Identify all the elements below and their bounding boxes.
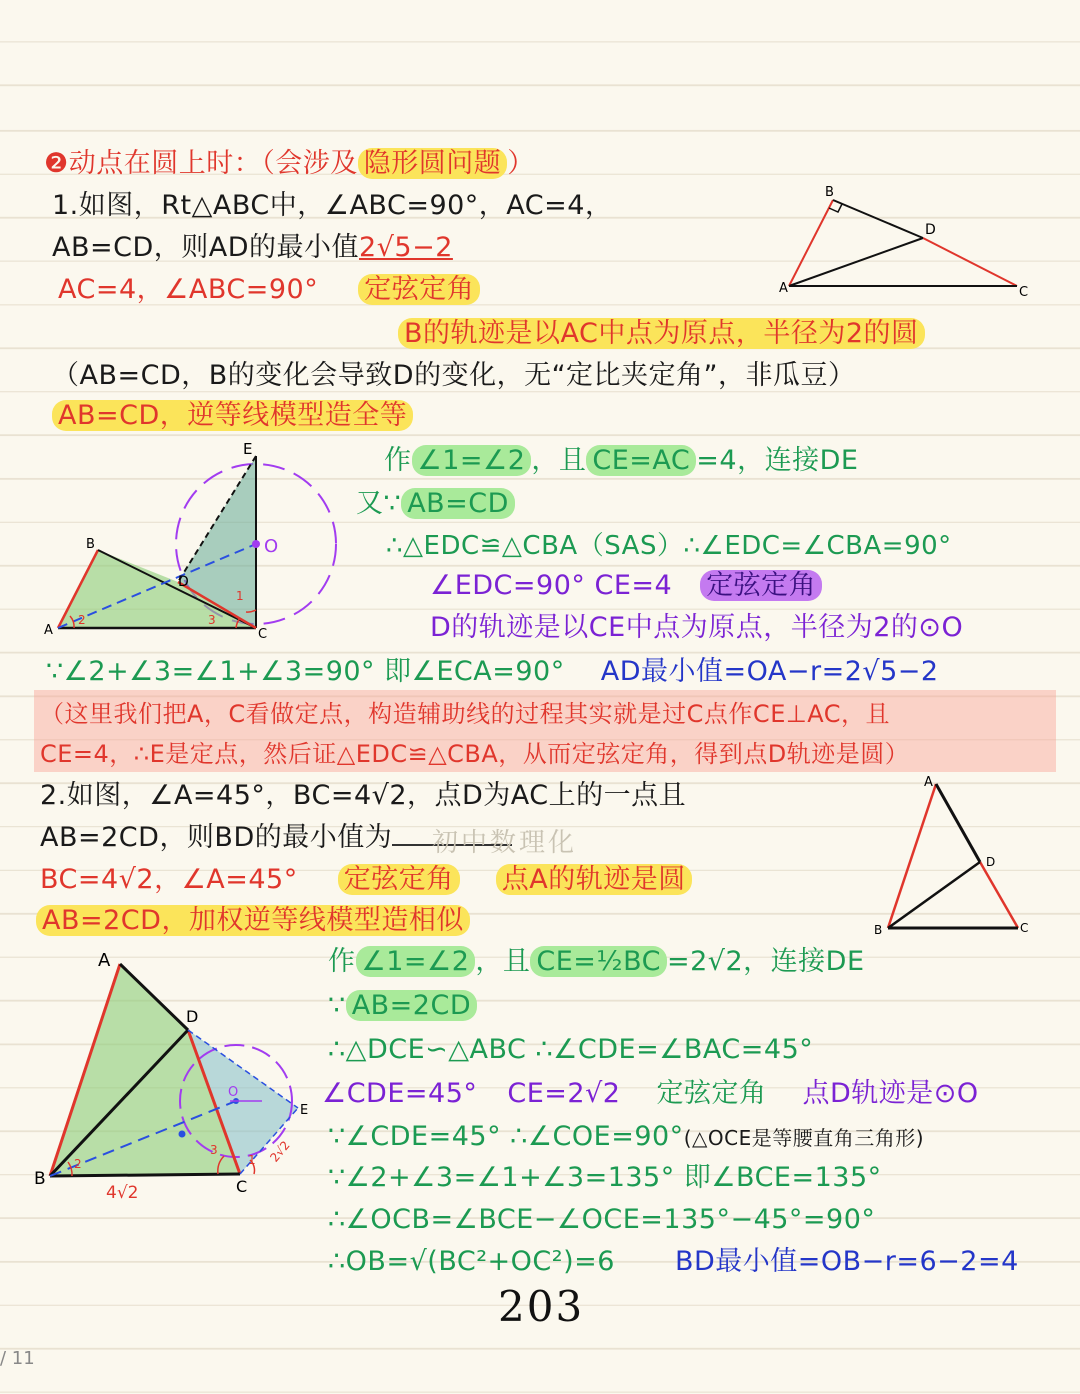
- problem2-step1: [328, 944, 865, 980]
- fig4-label-A: A: [98, 950, 111, 971]
- p2-step4-a: ∠CDE=45°: [322, 1078, 478, 1109]
- fig2-label-1: 1: [236, 589, 244, 603]
- problem2-step4: [322, 1076, 979, 1112]
- problem1-reason3: （AB=CD，B的变化会导致D的变化，无“定比夹定角”，非瓜豆）: [52, 360, 856, 391]
- fig1-label-B: B: [825, 185, 834, 200]
- fig1-label-A: A: [779, 281, 788, 296]
- p1-step1-a: 作: [384, 445, 412, 476]
- p1-step1-e: =4，连接DE: [696, 445, 859, 476]
- problem2-step6: ∵∠2+∠3=∠1+∠3=135° 即∠BCE=135°: [328, 1162, 882, 1193]
- problem1-tag: 定弦定角: [358, 274, 480, 305]
- figure3-triangle: [872, 772, 1037, 937]
- problem1-reason4-text: AB=CD，逆等线模型造全等: [52, 400, 413, 431]
- p2-step2-b: AB=2CD: [346, 990, 477, 1021]
- fig2-label-C: C: [258, 627, 268, 642]
- p2-reason2-text: AB=2CD，加权逆等线模型造相似: [36, 905, 470, 936]
- fig4-label-3: 3: [210, 1143, 218, 1157]
- problem2-question: AB=2CD，则BD的最小值为: [40, 822, 393, 853]
- p2-step4-d: 点D轨迹是⊙O: [802, 1078, 979, 1109]
- problem1-reason2-text: B的轨迹是以AC中点为原点，半径为2的圆: [398, 318, 925, 349]
- problem2-step2: [328, 988, 477, 1024]
- fig1-label-C: C: [1019, 285, 1029, 300]
- problem1-step3: ∴△EDC≌△CBA（SAS）∴∠EDC=∠CBA=90°: [386, 531, 952, 561]
- fig2-label-2: 2: [78, 613, 86, 627]
- p2-step1-d: CE=½BC: [530, 946, 667, 977]
- fig3-label-A: A: [924, 775, 933, 790]
- explanation-line1: （这里我们把A，C看做定点，构造辅助线的过程其实就是过C点作CE⊥AC，且: [40, 700, 891, 728]
- section-title-end: ）: [507, 148, 535, 179]
- fig4-label-D: D: [186, 1007, 199, 1026]
- fig1-label-D: D: [925, 222, 936, 238]
- page-indicator: / 11: [0, 1348, 35, 1369]
- problem1-question: AB=CD，则AD的最小值: [52, 232, 360, 263]
- p2-step8-min: BD最小值=OB−r=6−2=4: [674, 1246, 1019, 1277]
- p2-step1-e: =2√2，连接DE: [667, 946, 865, 977]
- fig2-label-A: A: [44, 623, 53, 638]
- explanation-line2: CE=4，∴E是定点，然后证△EDC≌△CBA，从而定弦定角，得到点D轨迹是圆）: [40, 740, 910, 768]
- problem2-step5: [328, 1119, 924, 1156]
- p2-step2-a: ∵: [328, 990, 346, 1021]
- p2-step4-b: CE=2√2: [507, 1078, 621, 1109]
- p1-step6-text: ∵∠2+∠3=∠1+∠3=90° 即∠ECA=90°: [46, 656, 565, 687]
- fig4-label-B: B: [34, 1169, 46, 1189]
- p2-step5-b: (△OCE是等腰直角三角形): [683, 1126, 925, 1150]
- problem1-step2: [356, 486, 515, 522]
- fig4-label-C: C: [236, 1177, 248, 1196]
- fig4-label-1: 1: [248, 1153, 256, 1167]
- problem1-answer: 2√5−2: [359, 232, 453, 263]
- fig2-label-B: B: [86, 537, 95, 552]
- problem1-line1: 1.如图，Rt△ABC中，∠ABC=90°，AC=4，: [52, 190, 613, 221]
- page-number: 203: [498, 1282, 585, 1331]
- p1-step4-text: ∠EDC=90° CE=4: [430, 570, 673, 601]
- p1-step2-a: 又∵: [356, 488, 402, 519]
- problem2-step3: ∴△DCE∽△ABC ∴∠CDE=∠BAC=45°: [328, 1034, 814, 1065]
- section-title-highlight: 隐形圆问题: [358, 148, 508, 179]
- p2-step4-c: 定弦定角: [656, 1078, 767, 1109]
- p1-step1-b: ∠1=∠2: [412, 445, 532, 476]
- p2-reason1-tag: 定弦定角: [338, 864, 460, 895]
- fig2-label-3: 3: [208, 613, 216, 627]
- fig3-label-D: D: [986, 855, 996, 869]
- problem2-reason2: [36, 903, 470, 939]
- problem2-step8: [328, 1244, 1019, 1280]
- problem2-line1: 2.如图，∠A=45°，BC=4√2，点D为AC上的一点且: [40, 780, 687, 811]
- watermark: 初中数理化: [432, 828, 578, 858]
- problem2-step7: ∴∠OCB=∠BCE−∠OCE=135°−45°=90°: [328, 1204, 876, 1235]
- p2-step1-c: ，且: [475, 946, 531, 977]
- section-title-text: ❷动点在圆上时：（会涉及: [44, 148, 358, 179]
- fig4-label-O: O: [228, 1085, 239, 1100]
- p2-step8-text: ∴OB=√(BC²+OC²)=6: [328, 1246, 615, 1277]
- figure2-construction: [40, 440, 350, 645]
- fig4-label-bc: 4√2: [106, 1183, 139, 1203]
- fig2-label-E: E: [243, 440, 253, 458]
- section-title: [44, 146, 535, 182]
- problem1-reason2: [398, 316, 925, 352]
- fig4-label-2: 2: [74, 1157, 82, 1171]
- problem1-step6: [46, 654, 939, 690]
- p2-step1-a: 作: [328, 946, 356, 977]
- fig3-label-B: B: [874, 923, 883, 937]
- p1-step1-d: CE=AC: [586, 445, 696, 476]
- fig2-label-D: D: [178, 574, 189, 590]
- problem1-step4: [430, 568, 822, 604]
- p2-step5-a: ∵∠CDE=45° ∴∠COE=90°: [328, 1121, 684, 1152]
- p2-reason1-tag2: 点A的轨迹是圆: [496, 864, 692, 895]
- figure1-triangle: [775, 180, 1035, 305]
- problem1-reason1: [58, 272, 480, 308]
- problem1-step5: D的轨迹是以CE中点为原点，半径为2的⊙O: [430, 612, 964, 643]
- fig3-label-C: C: [1020, 921, 1029, 935]
- p2-reason1-text: BC=4√2，∠A=45°: [40, 864, 298, 895]
- problem1-reason1-text: AC=4，∠ABC=90°: [58, 274, 319, 305]
- p1-step4-tag: 定弦定角: [700, 570, 822, 601]
- fig4-label-ce: 2√2: [267, 1138, 293, 1165]
- problem1-step1: [384, 443, 858, 479]
- fig4-label-E: E: [300, 1103, 309, 1118]
- problem1-reason4: [52, 398, 413, 434]
- p2-step1-b: ∠1=∠2: [356, 946, 476, 977]
- problem1-line2: [52, 230, 453, 266]
- p1-step1-c: ，且: [531, 445, 587, 476]
- p1-step2-b: AB=CD: [401, 488, 515, 519]
- fig2-label-O: O: [264, 536, 279, 557]
- figure4-construction: [30, 950, 330, 1210]
- problem2-reason1: [40, 862, 692, 898]
- p1-step6-min: AD最小值=OA−r=2√5−2: [600, 656, 939, 687]
